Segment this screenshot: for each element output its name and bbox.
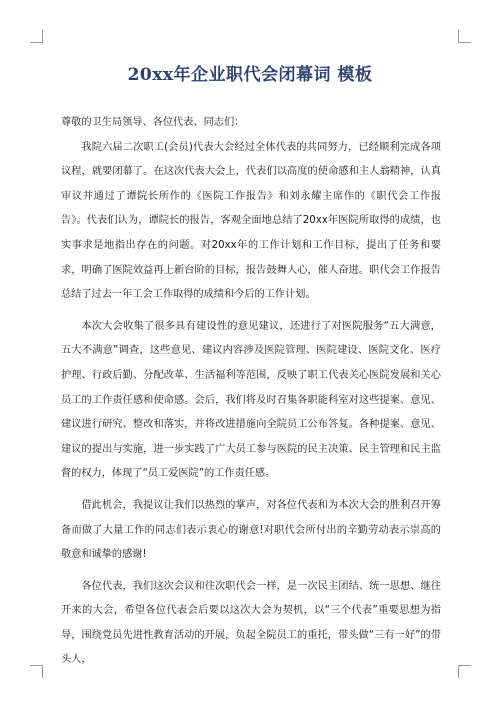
- paragraph-1: 我院六届二次职工(会员)代表大会经过全体代表的共同努力，已经顺利完成各项议程，就要闭幕了。在这次代表大会上，代表们以高度的使命感和主人翁精神，认真审议并通过了谭院长所作的《医院工作报告》和刘永耀主席作的《职代会工作报告》。代表们认为，谭院长的报告，客观全面地总结了20xx年医院所取得的成绩，也实事求是地指出存在的问题。对20xx年的工作计划和工作目标，提出了任务和要求，明确了医院效益再上新台阶的目标，报告鼓舞人心，催人奋进。职代会工作报告总结了过去一年工会工作取得的成绩和今后的工作计划。: [61, 141, 441, 301]
- salutation: 尊敬的卫生局领导、各位代表、同志们：: [61, 117, 245, 128]
- paragraph-4: 各位代表，我们这次会议和往次职代会一样，是一次民主团结、统一思想、继往开来的大会，希望各位代表会后要以这次大会为契机，以“三个代表”重要思想为指导，围绕党员先进性教育活动的开展，负起全院员工的重托，带头做“三有一好”的带头人，: [61, 580, 441, 666]
- crop-mark-top-right: [458, 30, 471, 43]
- crop-mark-bottom-left: [30, 665, 43, 678]
- crop-mark-bottom-right: [458, 665, 471, 678]
- paragraph-3: 借此机会，我提议让我们以热烈的掌声，对各位代表和为本次大会的胜利召开筹备而做了大量工作的同志们表示衷心的谢意!对职代会所付出的辛勤劳动表示崇高的敬意和诚挚的感谢!: [61, 499, 441, 561]
- document-body: [61, 111, 441, 680]
- paragraph-2: 本次大会收集了很多具有建设性的意见建议，还进行了对医院服务“五大满意，五大不满意”调查，这些意见、建议内容涉及医院管理、医院建设、医院文化、医疗护理、行政后勤、分配改革、生活福利等范围，反映了职工代表关心医院发展和关心员工的工作责任感和使命感。会后，我们将及时召集各职能科室对这些提案、意见、建议进行研究、整改和落实，并将改进措施向全院员工公布答复。各种提案、意见、建议的提出与实施，进一步实践了广大员工参与医院的民主决策、民主管理和民主监督的权力，体现了“员工爱医院”的工作责任感。: [61, 320, 441, 480]
- crop-mark-top-left: [30, 30, 43, 43]
- document-title: 20xx年企业职代会闭幕词 模板: [127, 65, 373, 85]
